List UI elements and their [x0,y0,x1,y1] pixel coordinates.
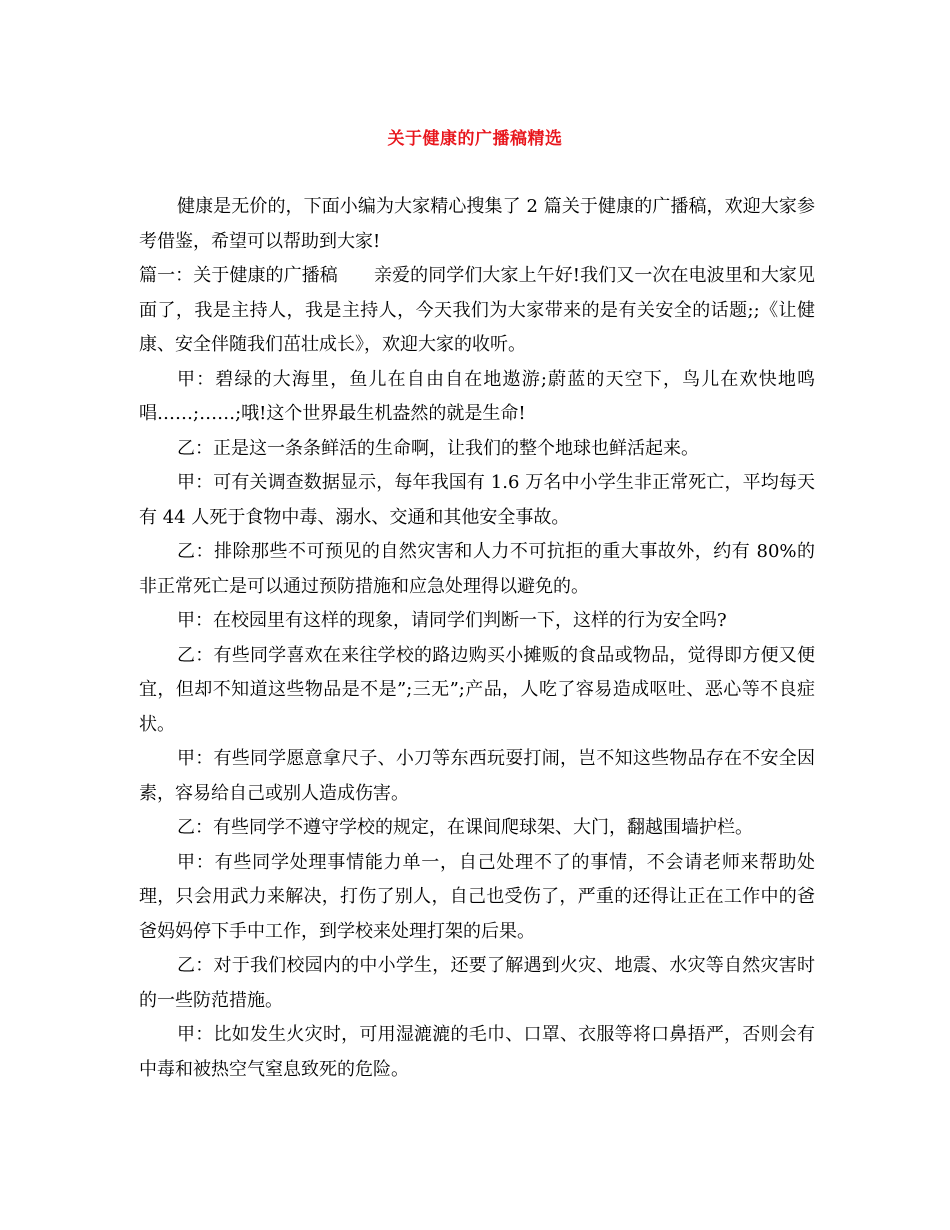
document-title: 关于健康的广播稿精选 [387,129,563,149]
paragraph-dialogue: 甲：在校园里有这样的现象，请同学们判断一下，这样的行为安全吗? [177,610,727,631]
document-body [139,190,815,1087]
paragraph-intro: 健康是无价的，下面小编为大家精心搜集了 2 篇关于健康的广播稿，欢迎大家参考借鉴，希望可以帮助到大家! [139,196,815,252]
paragraph-dialogue: 甲：比如发生火灾时，可用湿漉漉的毛巾、口罩、衣服等将口鼻捂严，否则会有中毒和被热空气窒息致死的危险。 [139,1024,815,1080]
paragraph-dialogue: 乙：对于我们校园内的中小学生，还要了解遇到火灾、地震、水灾等自然灾害时的一些防范措施。 [139,955,815,1011]
paragraph-dialogue: 甲：有些同学愿意拿尺子、小刀等东西玩耍打闹，岂不知这些物品存在不安全因素，容易给自己或别人造成伤害。 [139,748,815,804]
paragraph-dialogue: 乙：有些同学喜欢在来往学校的路边购买小摊贩的食品或物品，觉得即方便又便宜，但却不知道这些物品是不是”;三无”;产品，人吃了容易造成呕吐、恶心等不良症状。 [139,644,815,735]
paragraph-section-one-opening: 篇一：关于健康的广播稿 亲爱的同学们大家上午好!我们又一次在电波里和大家见面了，我是主持人，我是主持人，今天我们为大家带来的是有关安全的话题;;《让健康、安全伴随我们茁壮成长》，欢迎大家的收听。 [139,265,815,355]
paragraph-dialogue: 甲：可有关调查数据显示，每年我国有 1.6 万名中小学生非正常死亡，平均每天有 44 人死于食物中毒、溺水、交通和其他安全事故。 [139,472,815,528]
paragraph-dialogue: 甲：碧绿的大海里，鱼儿在自由自在地遨游;蔚蓝的天空下，鸟儿在欢快地鸣唱……;……;哦!这个世界最生机盎然的就是生命! [139,368,815,424]
paragraph-dialogue: 乙：有些同学不遵守学校的规定，在课间爬球架、大门，翻越围墙护栏。 [177,817,753,838]
paragraph-dialogue: 乙：排除那些不可预见的自然灾害和人力不可抗拒的重大事故外，约有 80%的非正常死亡是可以通过预防措施和应急处理得以避免的。 [139,541,815,597]
paragraph-dialogue: 甲：有些同学处理事情能力单一，自己处理不了的事情，不会请老师来帮助处理，只会用武力来解决，打伤了别人，自己也受伤了，严重的还得让正在工作中的爸爸妈妈停下手中工作，到学校来处理打架的后果。 [139,851,815,942]
paragraph-dialogue: 乙：正是这一条条鲜活的生命啊，让我们的整个地球也鲜活起来。 [177,437,699,459]
